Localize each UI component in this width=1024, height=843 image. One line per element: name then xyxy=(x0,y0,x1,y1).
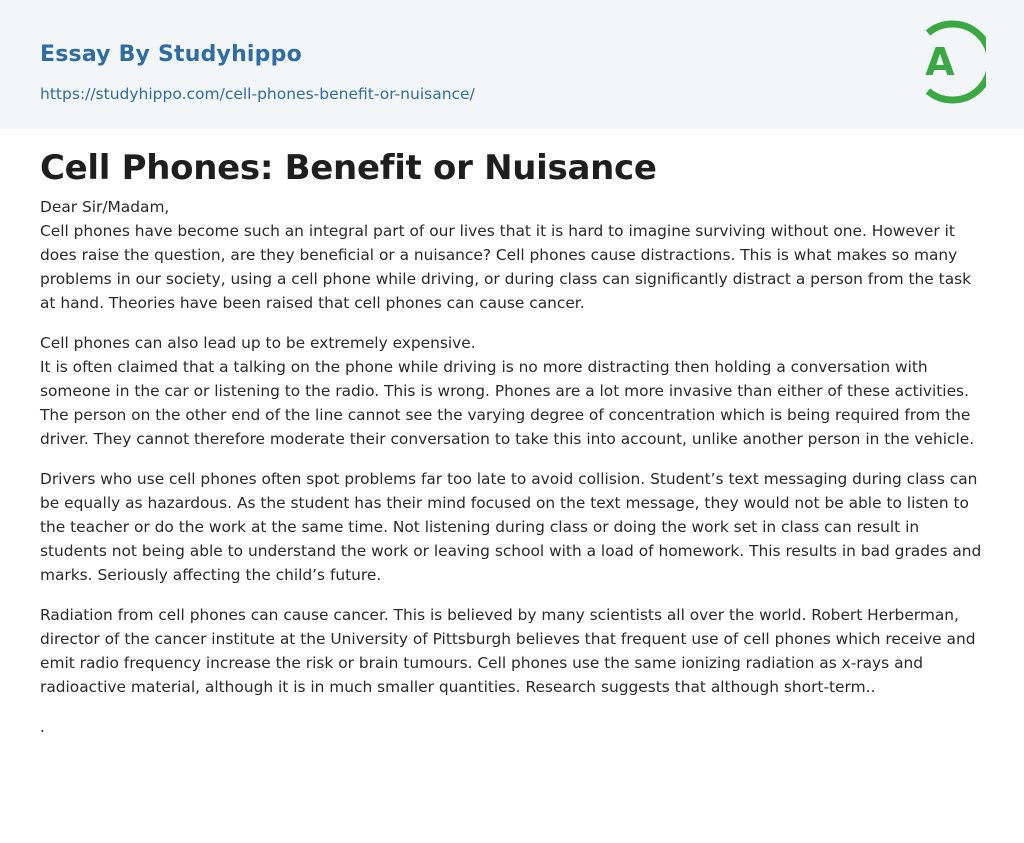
paragraph-4: Drivers who use cell phones often spot problems far too late to avoid collision. Student’s text messaging during class can be equally as hazardous. As the student has their mind focused on the text message, they would not be able to listen to the teacher or do the work at the same time. Not listening during class or doing the work set in class can result in students not being able to understand the work or leaving school with a load of homework. This results in bad grades and marks. Seriously affecting the child’s future. xyxy=(40,470,982,584)
article-body xyxy=(0,149,1024,739)
essay-title: Cell Phones: Benefit or Nuisance xyxy=(40,148,657,188)
site-header xyxy=(0,0,1024,129)
paragraph-5: Radiation from cell phones can cause cancer. This is believed by many scientists all over the world. Robert Herberman, director of the cancer institute at the University of Pittsburgh believes that frequent use of cell phones which receive and emit radio frequency increase the risk or brain tumours. Cell phones use the same ionizing radiation as x-rays and radioactive material, although it is in much smaller quantities. Research suggests that although short-term.. xyxy=(40,606,976,696)
essay-url-link[interactable]: https://studyhippo.com/cell-phones-benefit-or-nuisance/ xyxy=(40,85,475,103)
salutation: Dear Sir/Madam, xyxy=(40,198,170,216)
logo-letter: A xyxy=(925,40,955,84)
paragraph-1: Cell phones have become such an integral part of our lives that it is hard to imagine surviving without one. However it does raise the question, are they beneficial or a nuisance? Cell phones cause distractions. This is what makes so many problems in our society, using a cell phone while driving, or during class can significantly distract a person from the task at hand. Theories have been raised that cell phones can cause cancer. xyxy=(40,222,972,312)
site-brand[interactable]: Essay By Studyhippo xyxy=(40,42,302,67)
studyhippo-logo-icon[interactable] xyxy=(912,19,986,105)
paragraph-3: It is often claimed that a talking on the phone while driving is no more distracting then holding a conversation with someone in the car or listening to the radio. This is wrong. Phones are a lot more invasive than either of these activities. The person on the other end of the line cannot see the varying degree of concentration which is being required from the driver. They cannot therefore moderate their conversation to take this into account, unlike another person in the vehicle. xyxy=(40,358,975,448)
paragraph-2: Cell phones can also lead up to be extremely expensive. xyxy=(40,334,476,352)
trailing-dot: . xyxy=(40,718,45,736)
